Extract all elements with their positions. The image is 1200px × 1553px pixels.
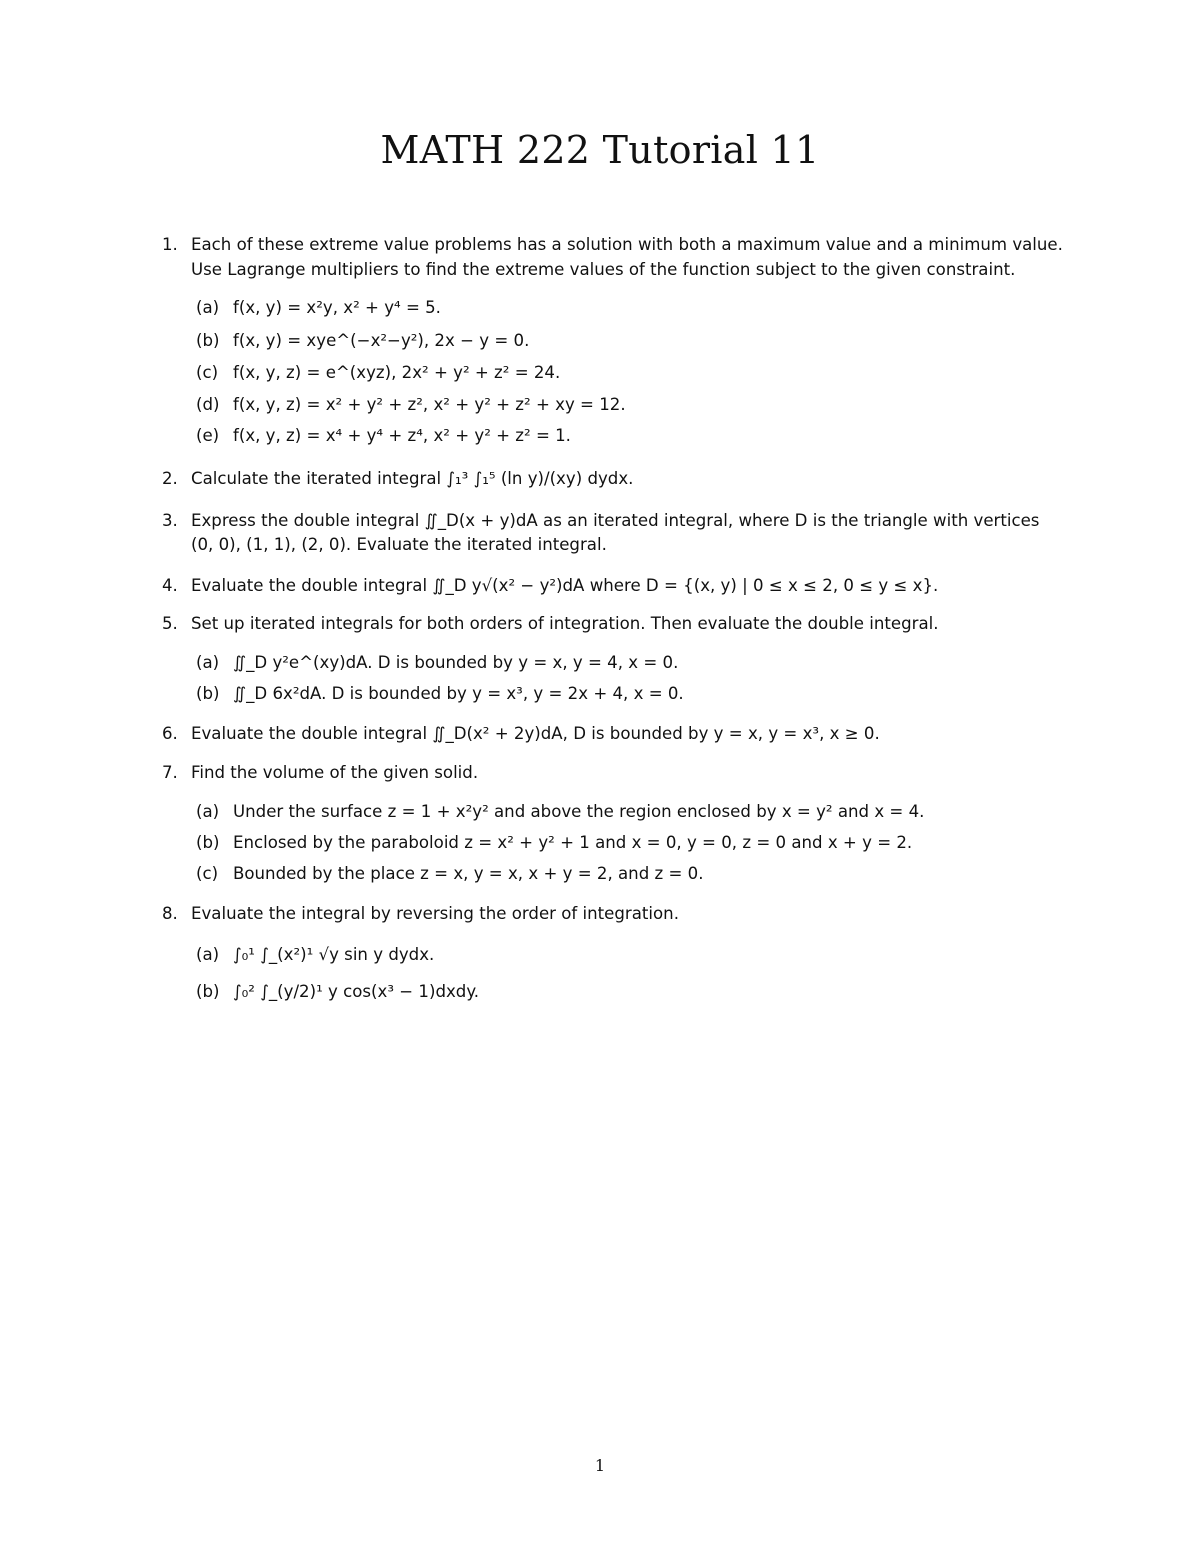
problem-4-text: Evaluate the double integral ∬_D y√(x² − y²)dA where D = {(x, y) | 0 ≤ x ≤ 2, 0 ≤ y ≤ x}. [191, 576, 939, 595]
problem-1b-formula: f(x, y) = xye^(−x²−y²), 2x − y = 0. [233, 331, 530, 350]
problem-1c-label: (c) [196, 363, 219, 382]
page-title: MATH 222 Tutorial 11 [380, 128, 820, 172]
page-number: 1 [594, 1456, 606, 1475]
problem-7b-text: Enclosed by the paraboloid z = x² + y² + 1 and x = 0, y = 0, z = 0 and x + y = 2. [233, 833, 913, 852]
problem-1c-formula: f(x, y, z) = e^(xyz), 2x² + y² + z² = 24. [233, 363, 561, 382]
problem-5a-formula: ∬_D y²e^(xy)dA. D is bounded by y = x, y = 4, x = 0. [233, 653, 679, 672]
problem-8b-label: (b) [196, 982, 220, 1001]
problem-7b-label: (b) [196, 833, 220, 852]
problem-6-number: 6. [162, 724, 178, 743]
problem-3-text-line-1: Express the double integral ∬_D(x + y)dA as an iterated integral, where D is the triangle with vertices [191, 511, 1040, 530]
problem-1a-label: (a) [196, 298, 220, 317]
problem-5-text: Set up iterated integrals for both orders of integration. Then evaluate the double integral. [191, 614, 939, 633]
problem-8a-formula: ∫₀¹ ∫_(x²)¹ √y sin y dydx. [233, 945, 435, 964]
problem-4-number: 4. [162, 576, 178, 595]
problem-7c-text: Bounded by the place z = x, y = x, x + y = 2, and z = 0. [233, 864, 704, 883]
problem-8-text: Evaluate the integral by reversing the order of integration. [191, 904, 679, 923]
problem-8-number: 8. [162, 904, 178, 923]
problem-6-text: Evaluate the double integral ∬_D(x² + 2y)dA, D is bounded by y = x, y = x³, x ≥ 0. [191, 724, 880, 743]
problem-1d-formula: f(x, y, z) = x² + y² + z², x² + y² + z² + xy = 12. [233, 395, 626, 414]
problem-5-number: 5. [162, 614, 178, 633]
problem-8b-formula: ∫₀² ∫_(y/2)¹ y cos(x³ − 1)dxdy. [233, 982, 480, 1001]
problem-7a-label: (a) [196, 802, 220, 821]
problem-7-number: 7. [162, 763, 178, 782]
problem-5a-label: (a) [196, 653, 220, 672]
problem-7c-label: (c) [196, 864, 219, 883]
problem-7a-text: Under the surface z = 1 + x²y² and above the region enclosed by x = y² and x = 4. [233, 802, 925, 821]
problem-1-text-line-2: Use Lagrange multipliers to find the extreme values of the function subject to the given constraint. [191, 260, 1016, 279]
problem-1-text-line-1: Each of these extreme value problems has a solution with both a maximum value and a minimum value. [191, 235, 1063, 254]
problem-1e-label: (e) [196, 426, 220, 445]
problem-1b-label: (b) [196, 331, 220, 350]
problem-5b-formula: ∬_D 6x²dA. D is bounded by y = x³, y = 2x + 4, x = 0. [233, 684, 684, 703]
problem-3-text-line-2: (0, 0), (1, 1), (2, 0). Evaluate the iterated integral. [191, 535, 607, 554]
problem-1a-formula: f(x, y) = x²y, x² + y⁴ = 5. [233, 298, 441, 317]
problem-1d-label: (d) [196, 395, 220, 414]
problem-7-text: Find the volume of the given solid. [191, 763, 479, 782]
problem-1-number: 1. [162, 235, 178, 254]
problem-2-text: Calculate the iterated integral ∫₁³ ∫₁⁵ (ln y)/(xy) dydx. [191, 469, 634, 488]
problem-8a-label: (a) [196, 945, 220, 964]
problem-2-number: 2. [162, 469, 178, 488]
problem-5b-label: (b) [196, 684, 220, 703]
problem-3-number: 3. [162, 511, 178, 530]
problem-1e-formula: f(x, y, z) = x⁴ + y⁴ + z⁴, x² + y² + z² = 1. [233, 426, 571, 445]
